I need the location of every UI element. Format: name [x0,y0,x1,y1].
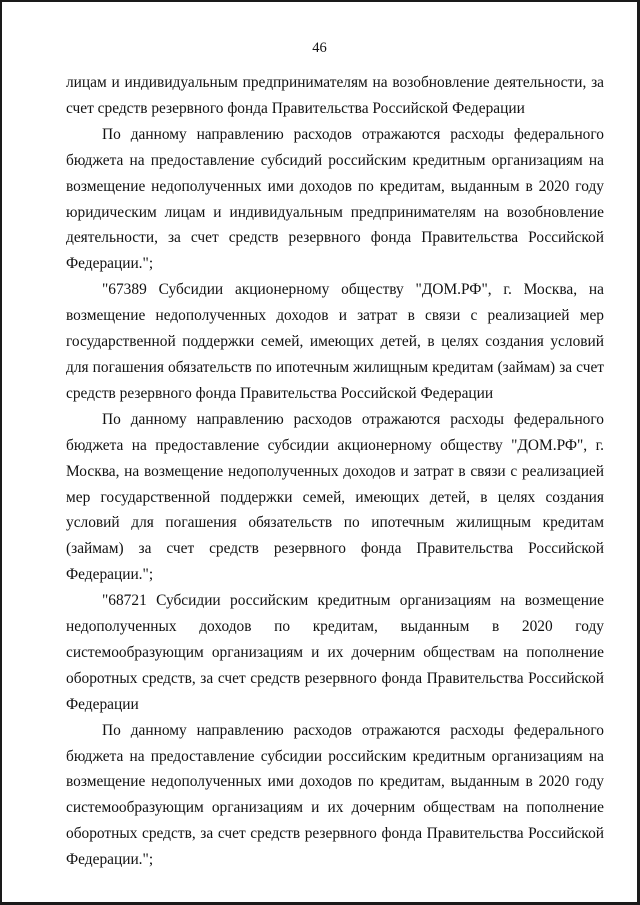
paragraph-description: По данному направлению расходов отражаются расходы федерального бюджета на предоставление субсидии российским кредитным организациям на возмещение недополученных ими доходов по кредитам, выданным в 2020 году системообразующим организациям и их дочерним обществам на пополнение оборотных средств, за счет средств резервного фонда Правительства Российской Федерации."; [66,721,604,869]
paragraph-description: По данному направлению расходов отражаются расходы федерального бюджета на предоставление субсидий российским кредитным организациям на возмещение недополученных ими доходов по кредитам, выданным в 2020 году юридическим лицам и индивидуальным предпринимателям на возобновление деятельности, за счет средств резервного фонда Правительства Российской Федерации."; [66,125,604,273]
document-body [66,70,604,873]
paragraph-description: По данному направлению расходов отражаются расходы федерального бюджета на предоставление субсидии акционерному обществу "ДОМ.РФ", г. Москва, на возмещение недополученных доходов и затрат в связи с реализацией мер государственной поддержки семей, имеющих детей, в целях создания условий для погашения обязательств по ипотечным жилищным кредитам (займам) за счет средств резервного фонда Правительства Российской Федерации."; [66,410,604,584]
paragraph-code-67389: "67389 Субсидии акционерному обществу "ДОМ.РФ", г. Москва, на возмещение недополученных доходов и затрат в связи с реализацией мер государственной поддержки семей, имеющих детей, в целях создания условий для погашения обязательств по ипотечным жилищным кредитам (займам) за счет средств резервного фонда Правительства Российской Федерации [66,281,604,402]
paragraph-continuation: лицам и индивидуальным предпринимателям на возобновление деятельности, за счет средств резервного фонда Правительства Российской Федерации [66,74,604,117]
page-number: 46 [312,40,327,56]
paragraph-code-68721: "68721 Субсидии российским кредитным организациям на возмещение недополученных доходов по кредитам, выданным в 2020 году системообразующим организациям и их дочерним обществам на пополнение оборотных средств, за счет средств резервного фонда Правительства Российской Федерации [66,592,604,713]
